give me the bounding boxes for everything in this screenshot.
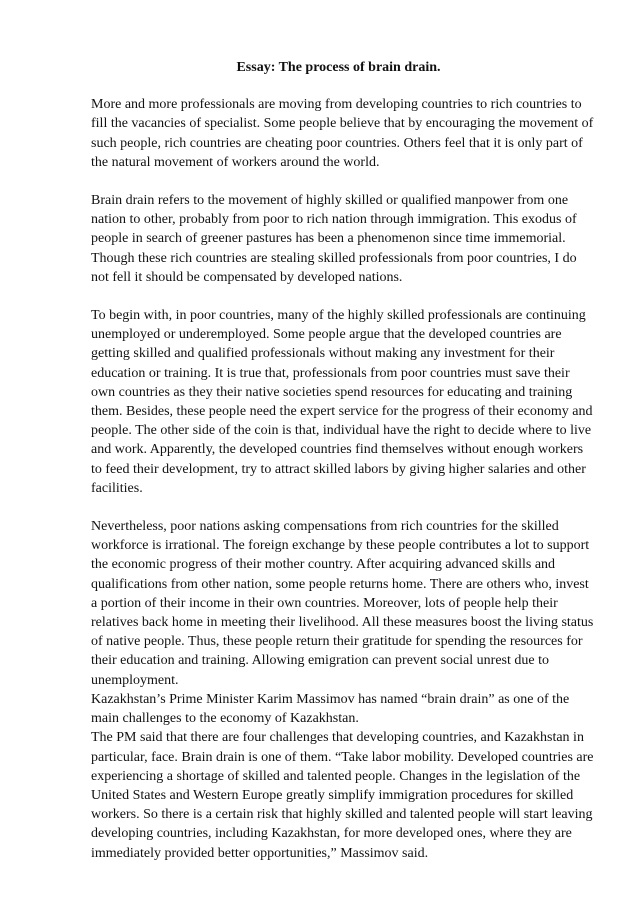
paragraph-pm-quote: The PM said that there are four challenges that developing countries, and Kazakhstan in particular, face. Brain drain is one of them. “Take labor mobility. Developed countries are experiencing a shortage of skilled and talented people. Changes in the legislation of the United States and Western Europe greatly simplify immigration procedures for skilled workers. So there is a certain risk that highly skilled and talented people will start leaving developing countries, including Kazakhstan, for more developed ones, where they are immediately provided better opportunities,” Massimov said. bbox=[91, 730, 594, 861]
paragraph-kazakhstan-intro: Kazakhstan’s Prime Minister Karim Massimov has named “brain drain” as one of the main challenges to the economy of Kazakhstan. bbox=[91, 691, 570, 727]
paragraph-definition: Brain drain refers to the movement of highly skilled or qualified manpower from one nation to other, probably from poor to rich nation through immigration. This exodus of people in search of greener pastures has been a phenomenon since time immemorial. Though these rich countries are stealing skilled professionals from poor countries, I do not fell it should be compensated by developed nations. bbox=[91, 193, 577, 285]
essay-page bbox=[91, 58, 596, 863]
paragraph-counterargument: Nevertheless, poor nations asking compensations from rich countries for the skilled workforce is irrational. The foreign exchange by these people contributes a lot to support the economic progress of their mother country. After acquiring advanced skills and qualifications from other nation, some people returns home. There are others who, invest a portion of their income in their own countries. Moreover, lots of people help their relatives back home in meeting their livelihood. All these measures boost the living status of native people. Thus, these people return their gratitude for spending the resources for their education and training. Allowing emigration can prevent social unrest due to unemployment. bbox=[91, 519, 594, 688]
paragraph-arguments: To begin with, in poor countries, many of the highly skilled professionals are continuing unemployed or underemployed. Some people argue that the developed countries are getting skilled and qualified professionals without making any investment for their education or training. It is true that, professionals from poor countries must save their own countries as they their native societies spend resources for educating and training them. Besides, these people need the expert service for the progress of their economy and people. The other side of the coin is that, individual have the right to decide where to live and work. Apparently, the developed countries find themselves without enough workers to feed their development, try to attract skilled labors by giving higher salaries and other facilities. bbox=[91, 308, 593, 496]
essay-title: Essay: The process of brain drain. bbox=[236, 60, 441, 75]
paragraph-intro: More and more professionals are moving from developing countries to rich countries to fill the vacancies of specialist. Some people believe that by encouraging the movement of such people, rich countries are cheating poor countries. Others feel that it is only part of the natural movement of workers around the world. bbox=[91, 97, 594, 170]
